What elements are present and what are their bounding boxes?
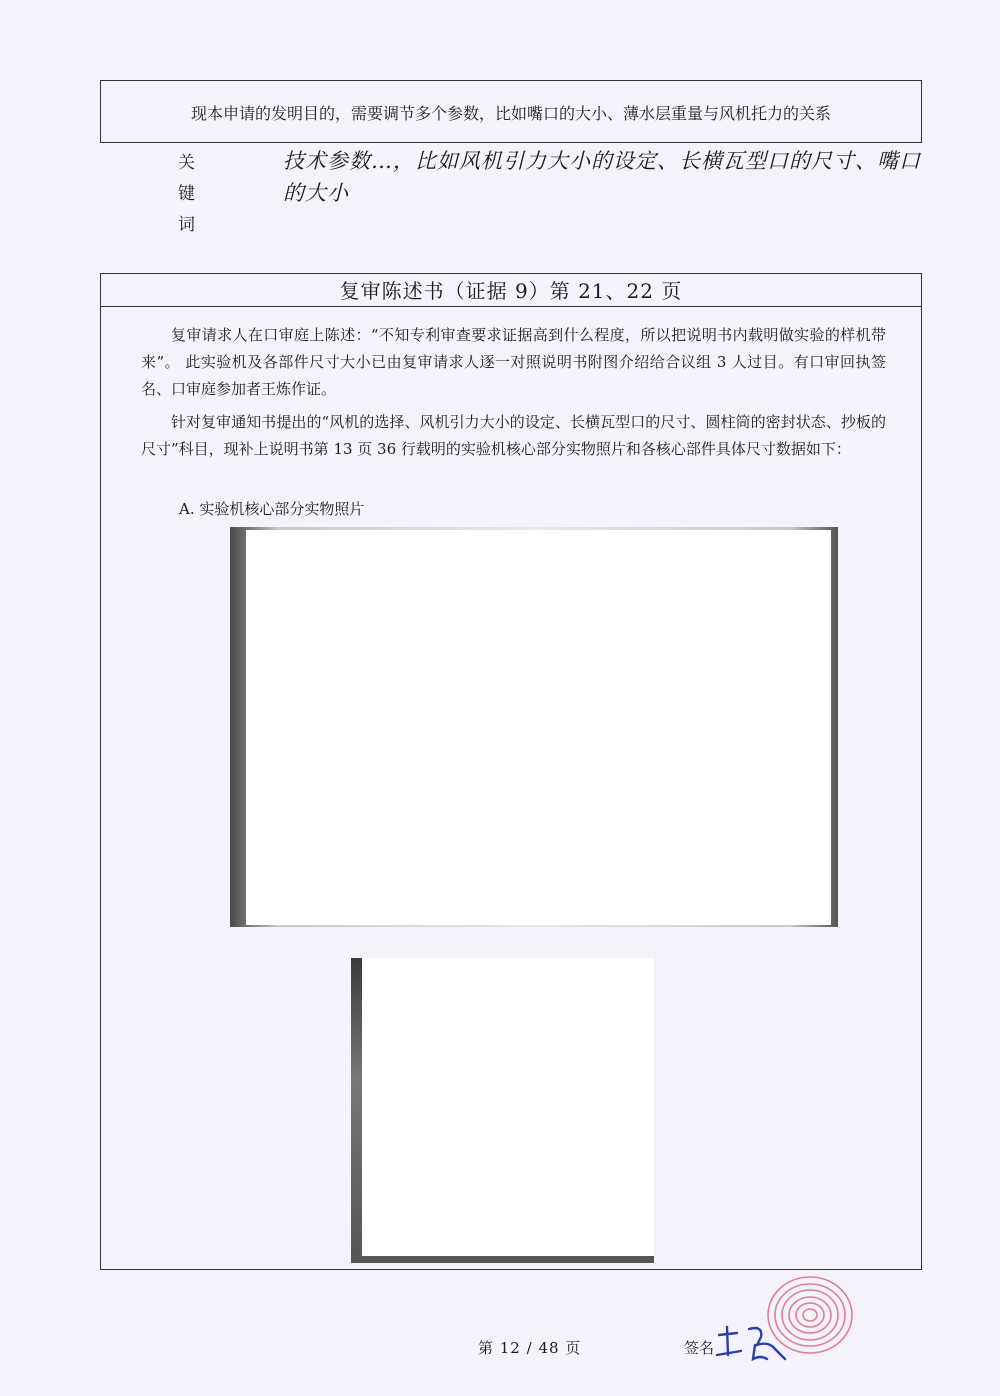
page-number: 第 12 / 48 页 — [478, 1339, 582, 1357]
photo-2-redacted — [362, 958, 654, 1256]
keywords-label-char: 词 — [178, 215, 195, 235]
photo-1-redacted — [246, 530, 831, 925]
signature-label: 签名 — [684, 1339, 715, 1357]
paragraph-1: 复审请求人在口审庭上陈述：“不知专利审查要求证据高到什么程度，所以把说明书内载明做实验的样机带来”。 此实验机及各部件尺寸大小已由复审请求人逐一对照说明书附图介绍给合议组 3 人过目。有口审回执签名、口审庭参加者王炼作证。 — [141, 326, 886, 398]
intro-text: 现本申请的发明目的，需要调节多个参数，比如嘴口的大小、薄水层重量与风机托力的关系 — [190, 104, 831, 123]
subheading-photos: A. 实验机核心部分实物照片 — [179, 500, 365, 518]
intro-box — [100, 80, 922, 143]
keywords-label-char: 关 — [178, 153, 195, 173]
handwritten-signature — [713, 1315, 793, 1365]
keywords-label-char: 键 — [178, 184, 195, 204]
keywords-text: 技术参数…，比如风机引力大小的设定、长横瓦型口的尺寸、嘴口的大小 — [283, 149, 921, 205]
section-title: 复审陈述书（证据 9）第 21、22 页 — [101, 274, 921, 307]
keywords-label — [178, 148, 198, 241]
paragraph-2: 针对复审通知书提出的“风机的选择、风机引力大小的设定、长横瓦型口的尺寸、圆柱筒的密封状态、抄板的尺寸”科目，现补上说明书第 13 页 36 行载明的实验机核心部分实物照片和各核心部件具体尺寸数据如下： — [141, 413, 886, 458]
